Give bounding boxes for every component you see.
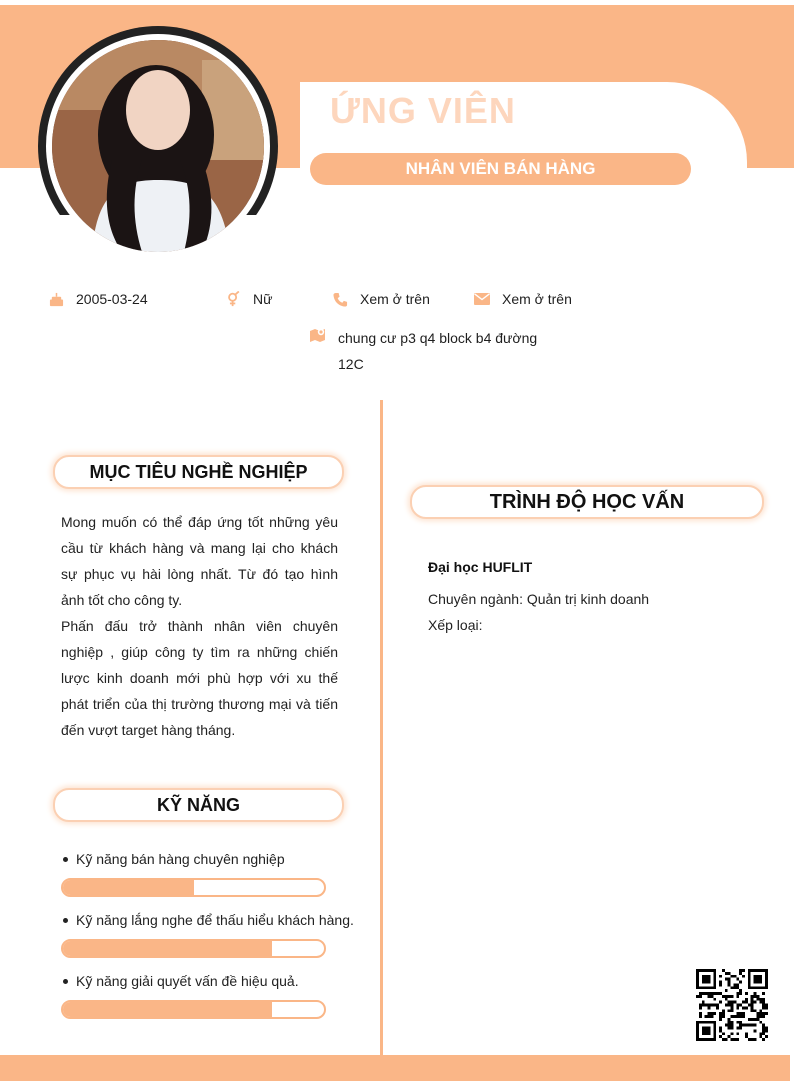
skill-item xyxy=(63,973,299,989)
qr-code xyxy=(696,969,768,1041)
objective-text xyxy=(61,509,338,743)
phone-value: Xem ở trên xyxy=(360,291,430,307)
education-grade: Xếp loại: xyxy=(428,617,483,633)
footer-band xyxy=(0,1055,790,1081)
skill-label: Kỹ năng giải quyết vấn đề hiệu quả. xyxy=(76,973,299,989)
objective-heading-box xyxy=(53,455,344,489)
email-value: Xem ở trên xyxy=(502,291,572,307)
education-heading: TRÌNH ĐỘ HỌC VẤN xyxy=(489,490,685,513)
bullet xyxy=(63,857,68,862)
education-major: Chuyên ngành: Quản trị kinh doanh xyxy=(428,591,650,607)
skills-heading: KỸ NĂNG xyxy=(156,794,240,815)
objective-heading: MỤC TIÊU NGHỀ NGHIỆP xyxy=(89,461,308,482)
education-heading-box xyxy=(410,485,764,519)
education-school: Đại học HUFLIT xyxy=(428,559,533,575)
email-item xyxy=(474,291,572,307)
map-pin-icon xyxy=(310,327,326,343)
skill-label: Kỹ năng lắng nghe để thấu hiểu khách hàng. xyxy=(76,912,354,928)
skill-bar xyxy=(61,1000,326,1019)
mail-icon xyxy=(474,293,490,305)
skill-bar xyxy=(61,878,326,897)
job-title-pill xyxy=(310,153,691,185)
phone-item xyxy=(333,291,430,307)
skill-label: Kỹ năng bán hàng chuyên nghiệp xyxy=(76,851,285,867)
avatar-photo xyxy=(52,40,264,252)
avatar xyxy=(52,40,264,252)
cake-icon xyxy=(49,292,64,307)
objective-paragraph: Phấn đấu trở thành nhân viên chuyên nghiệp , giúp công ty tìm ra những chiến lược kinh doanh mới phù hợp với xu thế phát triển của thị trường thương mại và tiến đến vượt target hàng tháng. xyxy=(61,618,338,738)
birthday-value: 2005-03-24 xyxy=(76,291,148,307)
gender-item xyxy=(226,291,272,307)
address-item xyxy=(310,325,540,377)
candidate-name: ỨNG VIÊN xyxy=(330,90,516,131)
objective-paragraph: Mong muốn có thể đáp ứng tốt những yêu cầu từ khách hàng và mang lại cho khách sự phục vụ hài lòng nhất. Từ đó tạo hình ảnh tốt cho công ty. xyxy=(61,514,338,608)
skill-bar-fill xyxy=(63,880,194,895)
phone-icon xyxy=(333,292,348,307)
birthday-item xyxy=(49,291,148,307)
address-value: chung cư p3 q4 block b4 đường 12C xyxy=(338,330,538,372)
skill-item xyxy=(63,912,354,928)
skills-heading-box xyxy=(53,788,344,822)
qr-code-graphic xyxy=(696,969,768,1041)
skill-bar xyxy=(61,939,326,958)
bullet xyxy=(63,979,68,984)
gender-icon xyxy=(226,291,241,307)
skill-item xyxy=(63,851,285,867)
column-divider xyxy=(380,400,383,1056)
job-title: NHÂN VIÊN BÁN HÀNG xyxy=(405,159,596,178)
skill-bar-fill xyxy=(63,1002,272,1017)
bullet xyxy=(63,918,68,923)
gender-value: Nữ xyxy=(253,291,273,307)
skill-bar-fill xyxy=(63,941,272,956)
